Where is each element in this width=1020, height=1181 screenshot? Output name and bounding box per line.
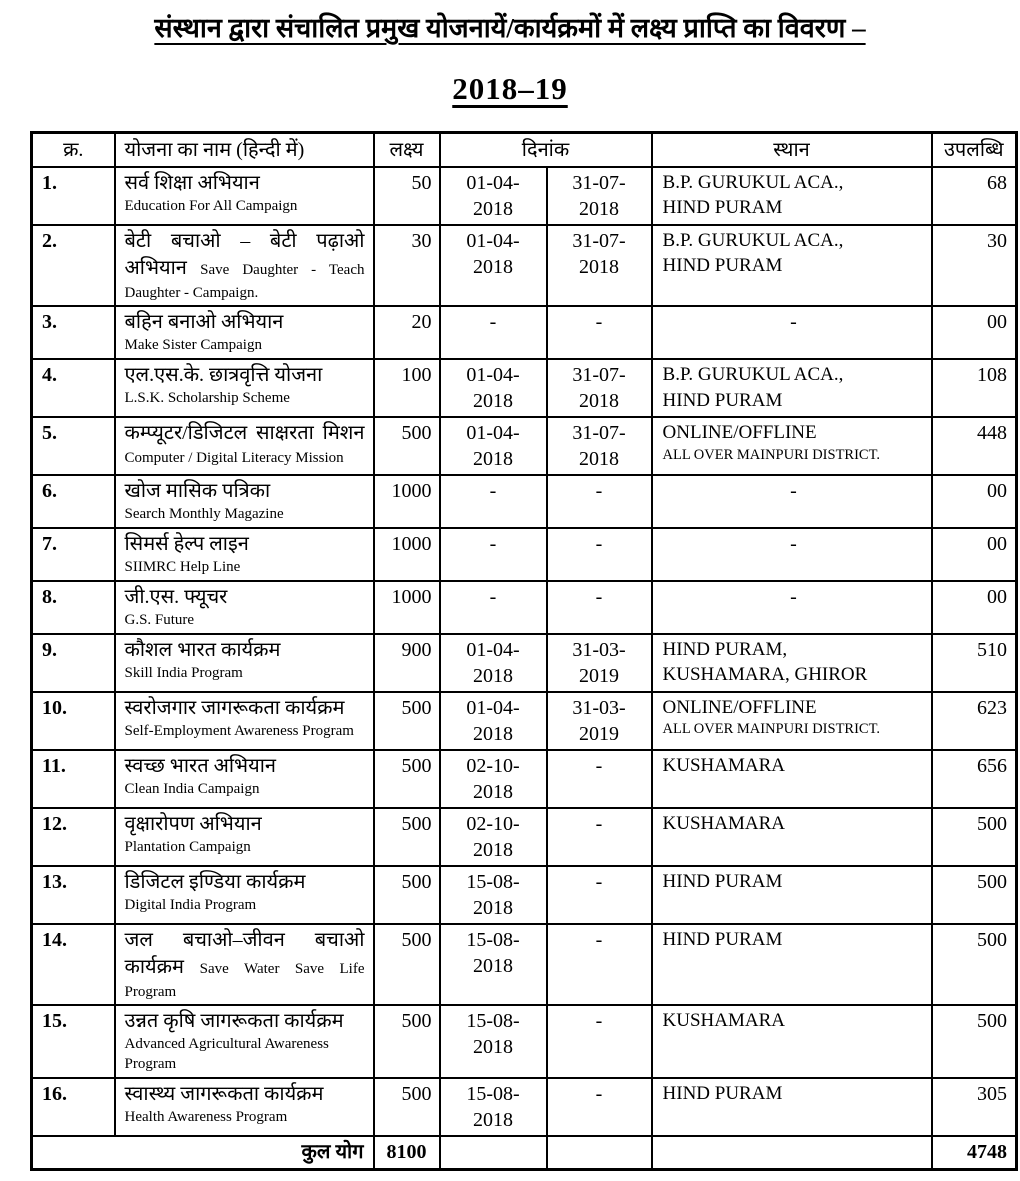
target-value: 1000 [374,528,440,581]
scheme-name-english: Make Sister Campaign [124,337,262,354]
scheme-name-cell [115,634,374,692]
place-cell [652,359,932,417]
row-serial-number: 5. [32,417,115,475]
scheme-name-hindi: सर्व शिक्षा अभियान [124,171,260,194]
scheme-name-hindi: उन्नत कृषि जागरूकता कार्यक्रम [124,1010,344,1033]
date-to-value: - [547,924,652,1006]
place-line: B.P. GURUKUL ACA., [662,229,844,251]
row-serial-number: 11. [32,750,115,808]
total-label: कुल योग [32,1136,374,1170]
place-cell [652,866,932,924]
scheme-name-english: L.S.K. Scholarship Scheme [124,390,290,407]
row-serial-number: 10. [32,692,115,750]
place-line: - [790,585,797,608]
achievement-value: 00 [932,528,1017,581]
achievement-value: 656 [932,750,1017,808]
table-row [32,1078,1017,1136]
place-cell [652,692,932,750]
row-serial-number: 14. [32,924,115,1006]
date-to-value: 31-03-2019 [547,634,652,692]
table-row [32,417,1017,475]
row-serial-number: 3. [32,306,115,359]
date-to-value: 31-07-2018 [547,417,652,475]
scheme-name-cell [115,306,374,359]
target-value: 500 [374,808,440,866]
date-from-value: 02-10-2018 [440,750,547,808]
place-line: KUSHAMARA [662,812,785,834]
total-place-empty [652,1136,932,1170]
row-serial-number: 4. [32,359,115,417]
date-to-value: - [547,475,652,528]
scheme-name-cell [115,750,374,808]
scheme-name-english: Advanced Agricultural Awareness Program [124,1036,329,1073]
table-row [32,866,1017,924]
target-value: 500 [374,692,440,750]
place-cell [652,581,932,634]
place-subtext: ALL OVER MAINPURI DISTRICT. [662,721,881,738]
target-value: 50 [374,167,440,225]
scheme-name-hindi: जी.एस. फ्यूचर [124,585,228,608]
total-row [32,1136,1017,1170]
scheme-name-cell [115,692,374,750]
achievement-value: 500 [932,808,1017,866]
row-serial-number: 7. [32,528,115,581]
header-date: दिनांक [440,132,652,167]
place-line: ONLINE/OFFLINE [662,422,817,444]
date-to-value: - [547,808,652,866]
date-to-value: 31-07-2018 [547,167,652,225]
place-line: - [790,532,797,555]
place-cell [652,167,932,225]
achievement-value: 500 [932,1005,1017,1078]
date-from-value: 01-04-2018 [440,692,547,750]
scheme-name-cell [115,225,374,307]
target-value: 500 [374,866,440,924]
scheme-name-cell [115,528,374,581]
date-from-value: 15-08-2018 [440,866,547,924]
place-line: HIND PURAM [662,255,783,277]
row-serial-number: 2. [32,225,115,307]
scheme-name-hindi: वृक्षारोपण अभियान [124,812,262,835]
date-from-value: 15-08-2018 [440,1078,547,1136]
achievement-value: 68 [932,167,1017,225]
scheme-name-english: Computer / Digital Literacy Mission [124,450,344,467]
target-value: 20 [374,306,440,359]
row-serial-number: 6. [32,475,115,528]
date-to-value: - [547,1078,652,1136]
date-to-value: - [547,1005,652,1078]
date-to-value: - [547,750,652,808]
total-achievement-value: 4748 [932,1136,1017,1170]
row-serial-number: 15. [32,1005,115,1078]
place-cell [652,1005,932,1078]
place-cell [652,475,932,528]
place-line: HIND PURAM, [662,638,788,660]
place-line: HIND PURAM [662,197,783,219]
row-serial-number: 12. [32,808,115,866]
place-cell [652,225,932,307]
scheme-name-hindi: डिजिटल इण्डिया कार्यक्रम [124,870,306,893]
scheme-name-english: Skill India Program [124,664,243,681]
scheme-name-hindi: खोज मासिक पत्रिका [124,480,271,503]
date-to-value: - [547,528,652,581]
scheme-name-cell [115,1078,374,1136]
scheme-name-english: Education For All Campaign [124,197,298,214]
scheme-name-hindi: बेटी बचाओ – बेटी पढ़ाओ अभियान [124,229,365,279]
place-cell [652,924,932,1006]
place-line: HIND PURAM [662,870,783,892]
date-from-value: 01-04-2018 [440,417,547,475]
date-from-value: 01-04-2018 [440,359,547,417]
total-date-to-empty [547,1136,652,1170]
place-cell [652,306,932,359]
scheme-name-english: Search Monthly Magazine [124,506,284,523]
date-from-value: 15-08-2018 [440,1005,547,1078]
date-to-value: - [547,306,652,359]
date-to-value: 31-03-2019 [547,692,652,750]
place-line: - [790,311,797,334]
achievement-value: 623 [932,692,1017,750]
scheme-name-hindi: स्वरोजगार जागरूकता कार्यक्रम [124,696,345,719]
table-row [32,581,1017,634]
scheme-name-english: Health Awareness Program [124,1108,288,1125]
report-year: 2018–19 [452,71,568,107]
scheme-name-english: G.S. Future [124,611,195,628]
table-body [32,167,1017,1136]
date-to-value: - [547,866,652,924]
scheme-name-english: Plantation Campaign [124,838,251,855]
date-from-value: - [440,475,547,528]
place-line: KUSHAMARA [662,1010,785,1032]
achievement-value: 30 [932,225,1017,307]
header-achievement: उपलब्धि [932,132,1017,167]
place-line: KUSHAMARA [662,754,785,776]
table-row [32,475,1017,528]
scheme-name-cell [115,167,374,225]
scheme-name-english: Save Daughter - Teach Daughter - Campaign. [124,261,365,301]
table-row [32,692,1017,750]
target-value: 500 [374,1005,440,1078]
date-to-value: - [547,581,652,634]
scheme-name-english: Clean India Campaign [124,780,260,797]
achievement-value: 00 [932,475,1017,528]
scheme-name-cell [115,581,374,634]
table-row [32,359,1017,417]
achievement-value: 00 [932,581,1017,634]
table-row [32,924,1017,1006]
scheme-name-cell [115,417,374,475]
place-cell [652,750,932,808]
scheme-name-english: Self-Employment Awareness Program [124,722,354,739]
scheme-name-english: SIIMRC Help Line [124,558,241,575]
date-from-value: - [440,306,547,359]
target-value: 500 [374,417,440,475]
target-value: 30 [374,225,440,307]
target-value: 500 [374,1078,440,1136]
table-row [32,306,1017,359]
row-serial-number: 8. [32,581,115,634]
target-value: 1000 [374,581,440,634]
scheme-name-hindi: एल.एस.के. छात्रवृत्ति योजना [124,364,323,387]
achievement-value: 500 [932,924,1017,1006]
row-serial-number: 1. [32,167,115,225]
table-row [32,225,1017,307]
achievement-value: 305 [932,1078,1017,1136]
schemes-table [30,131,1018,1171]
target-value: 500 [374,924,440,1006]
achievement-value: 00 [932,306,1017,359]
table-header [32,132,1017,167]
scheme-name-cell [115,475,374,528]
place-line: HIND PURAM [662,389,783,411]
table-row [32,167,1017,225]
place-cell [652,417,932,475]
scheme-name-english: Digital India Program [124,896,257,913]
target-value: 1000 [374,475,440,528]
place-line: ONLINE/OFFLINE [662,696,817,718]
row-serial-number: 13. [32,866,115,924]
scheme-name-cell [115,808,374,866]
scheme-name-cell [115,924,374,1006]
target-value: 500 [374,750,440,808]
target-value: 900 [374,634,440,692]
header-scheme-name: योजना का नाम (हिन्दी में) [115,132,374,167]
scheme-name-cell [115,1005,374,1078]
date-from-value: - [440,528,547,581]
place-line: - [790,480,797,503]
scheme-name-cell [115,359,374,417]
achievement-value: 108 [932,359,1017,417]
date-from-value: - [440,581,547,634]
place-subtext: ALL OVER MAINPURI DISTRICT. [662,446,881,463]
date-from-value: 01-04-2018 [440,167,547,225]
place-line: HIND PURAM [662,1082,783,1104]
place-line: B.P. GURUKUL ACA., [662,171,844,193]
total-target-value: 8100 [374,1136,440,1170]
scheme-name-hindi: कौशल भारत कार्यक्रम [124,638,281,661]
row-serial-number: 9. [32,634,115,692]
place-cell [652,634,932,692]
date-from-value: 01-04-2018 [440,225,547,307]
table-row [32,1005,1017,1078]
table-row [32,528,1017,581]
scheme-name-hindi: बहिन बनाओ अभियान [124,311,284,334]
scheme-name-english: Save Water Save Life Program [124,960,365,1000]
date-from-value: 01-04-2018 [440,634,547,692]
total-date-from-empty [440,1136,547,1170]
place-cell [652,1078,932,1136]
table-row [32,634,1017,692]
date-from-value: 02-10-2018 [440,808,547,866]
scheme-name-hindi: स्वास्थ्य जागरूकता कार्यक्रम [124,1082,324,1105]
scheme-name-cell [115,866,374,924]
table-footer [32,1136,1017,1170]
date-to-value: 31-07-2018 [547,359,652,417]
header-row [32,132,1017,167]
achievement-value: 500 [932,866,1017,924]
table-row [32,750,1017,808]
scheme-name-hindi: स्वच्छ भारत अभियान [124,754,276,777]
place-cell [652,808,932,866]
date-from-value: 15-08-2018 [440,924,547,1006]
target-value: 100 [374,359,440,417]
header-target: लक्ष्य [374,132,440,167]
place-line: HIND PURAM [662,928,783,950]
table-row [32,808,1017,866]
scheme-name-hindi: कम्प्यूटर/डिजिटल साक्षरता मिशन [124,422,365,445]
header-serial-number: क्र. [32,132,115,167]
place-line: B.P. GURUKUL ACA., [662,364,844,386]
achievement-value: 510 [932,634,1017,692]
scheme-name-hindi: जल बचाओ–जीवन बचाओ कार्यक्रम [124,928,365,978]
place-cell [652,528,932,581]
page-title: संस्थान द्वारा संचालित प्रमुख योजनायें/कार्यक्रमों में लक्ष्य प्राप्ति का विवरण – [154,13,866,43]
date-to-value: 31-07-2018 [547,225,652,307]
achievement-value: 448 [932,417,1017,475]
place-line: KUSHAMARA, GHIROR [662,664,868,686]
header-place: स्थान [652,132,932,167]
row-serial-number: 16. [32,1078,115,1136]
scheme-name-hindi: सिमर्स हेल्प लाइन [124,532,249,555]
